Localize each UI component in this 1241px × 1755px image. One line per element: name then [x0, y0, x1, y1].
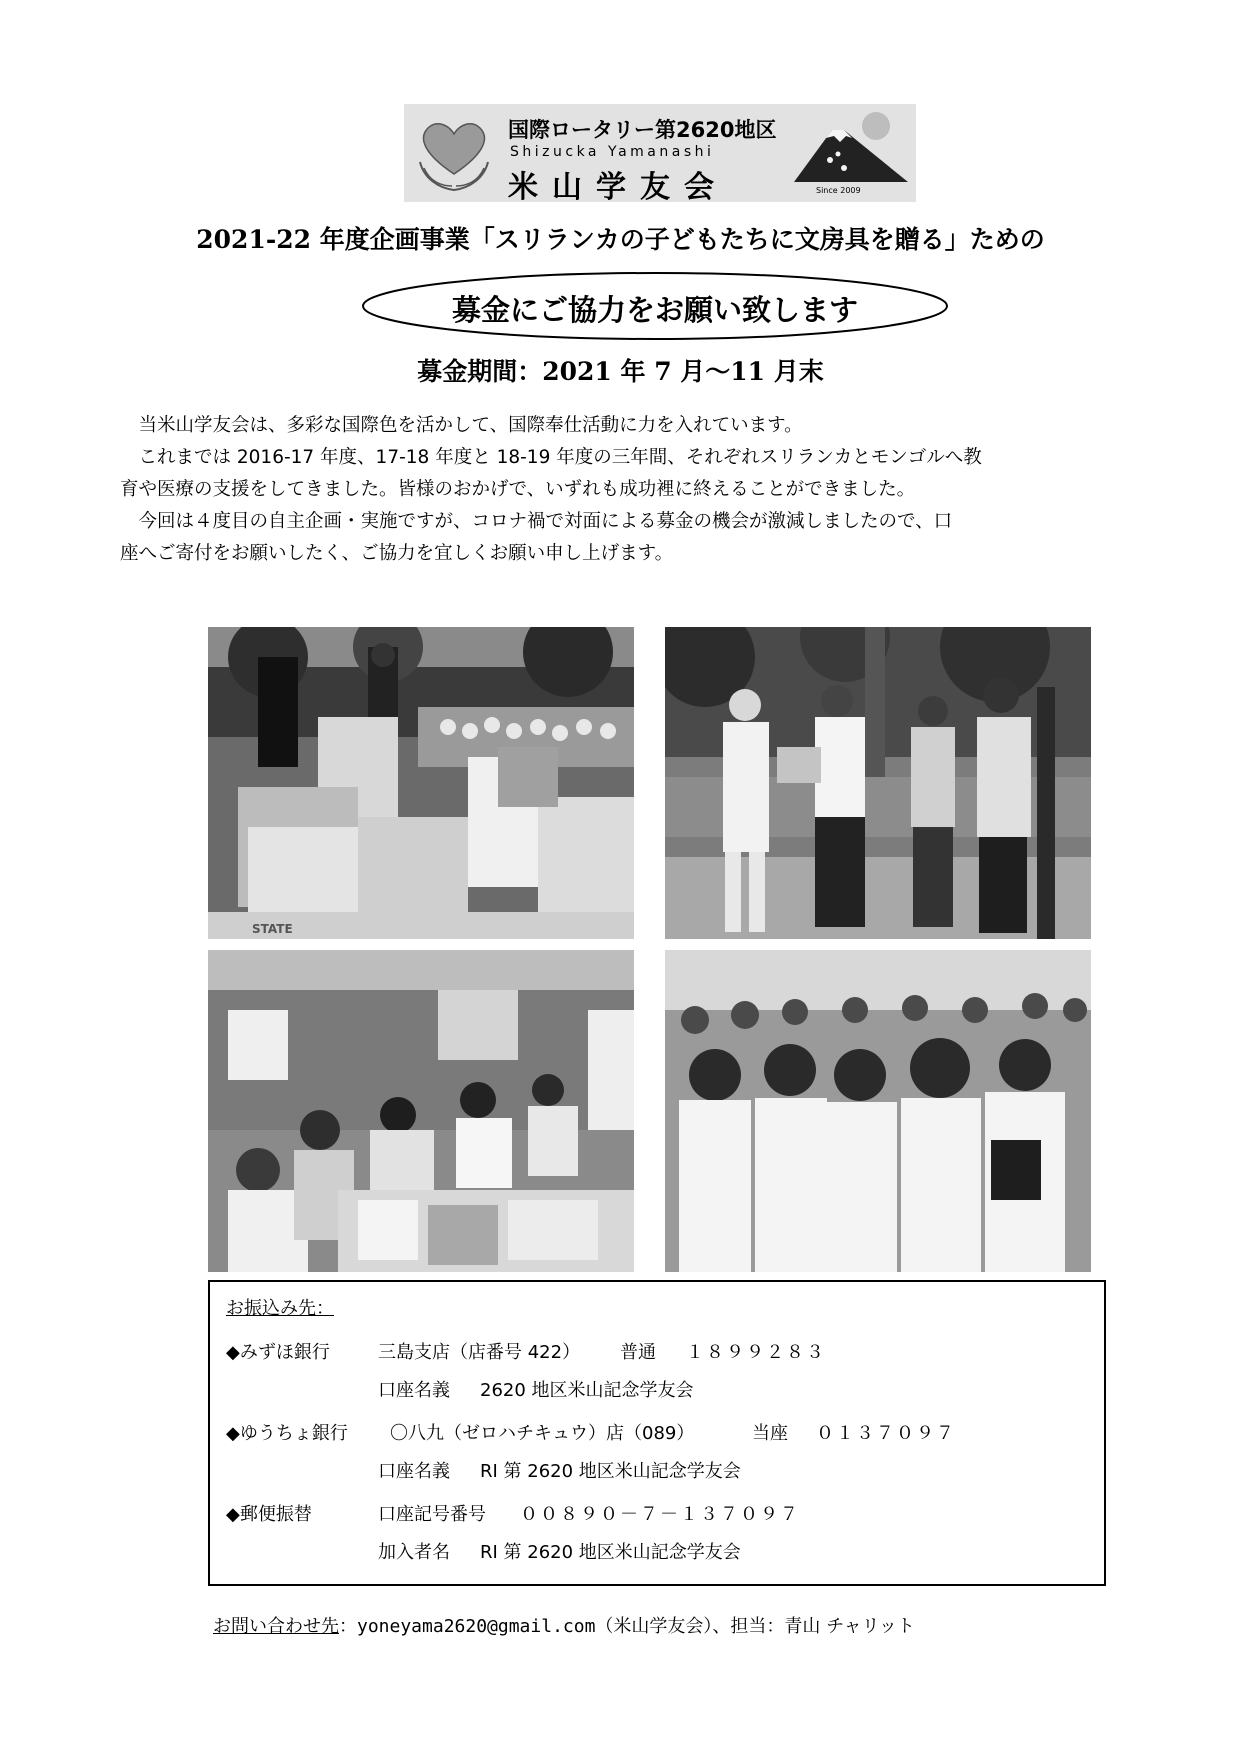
- intro-paragraph-2a: これまでは 2016-17 年度、17-18 年度と 18-19 年度の三年間、それぞれスリランカとモンゴルへ教: [138, 447, 982, 468]
- bank-transfer-box: [208, 1280, 1106, 1586]
- photo-schoolchildren: [665, 950, 1091, 1272]
- logo-club-name: 米山学友会: [508, 170, 728, 205]
- mizuho-account-type: 普通: [620, 1342, 656, 1363]
- postal-holder: RI 第 2620 地区米山記念学友会: [480, 1542, 741, 1563]
- club-logo: [404, 104, 916, 205]
- postal-account-code: ００８９０－７－１３７０９７: [520, 1504, 800, 1525]
- yucho-holder-label: 口座名義: [378, 1461, 450, 1482]
- mizuho-holder-label: 口座名義: [378, 1380, 450, 1401]
- photo-sorting-books: [208, 950, 634, 1272]
- yucho-bank-name: ◆ゆうちょ銀行: [226, 1423, 348, 1444]
- mizuho-holder: 2620 地区米山記念学友会: [480, 1380, 694, 1401]
- postal-transfer-name: ◆郵便振替: [226, 1504, 312, 1525]
- yucho-branch: 〇八九（ゼロハチキュウ）店（089）: [390, 1423, 695, 1444]
- contact-label: お問い合わせ先: [213, 1616, 339, 1637]
- heart-hands-icon: [414, 112, 494, 198]
- yucho-account-type: 当座: [752, 1423, 788, 1444]
- mount-fuji-icon: [792, 110, 910, 190]
- fundraising-period: 募金期間：2021 年 7 月～11 月末: [417, 357, 824, 386]
- postal-code-label: 口座記号番号: [378, 1504, 486, 1525]
- intro-paragraph-1: 当米山学友会は、多彩な国際色を活かして、国際奉仕活動に力を入れています。: [138, 415, 803, 436]
- yucho-account-number: ０１３７０９７: [816, 1423, 956, 1444]
- intro-paragraph-3b: 座へご寄付をお願いしたく、ご協力を宜しくお願い申し上げます。: [120, 543, 674, 564]
- logo-roman-name: Shizucka Yamanashi: [510, 144, 715, 160]
- intro-text: [120, 410, 1130, 570]
- bank-box-header: お振込み先：: [226, 1298, 334, 1319]
- mizuho-account-number: １８９９２８３: [686, 1342, 826, 1363]
- intro-paragraph-3a: 今回は４度目の自主企画・実施ですが、コロナ禍で対面による募金の機会が激減しましたので、口: [138, 511, 953, 532]
- photo-donation-ceremony: [665, 627, 1091, 939]
- postal-holder-label: 加入者名: [378, 1542, 450, 1563]
- mizuho-bank-name: ◆みずほ銀行: [226, 1342, 330, 1363]
- intro-paragraph-2b: 育や医療の支援をしてきました。皆様のおかげで、いずれも成功裡に終えることができました。: [120, 479, 916, 500]
- appeal-heading: 募金にご協力をお願い致します: [451, 293, 858, 327]
- logo-org-name: 国際ロータリー第2620地区: [508, 118, 777, 142]
- contact-line: [213, 1612, 915, 1638]
- photo-box-label: STATE: [252, 922, 293, 936]
- project-title: 2021-22 年度企画事業「スリランカの子どもたちに文房具を贈る」ための: [196, 225, 1045, 254]
- photo-supplies-boxes: [208, 627, 634, 939]
- contact-email[interactable]: yoneyama2620@gmail.com: [357, 1616, 596, 1637]
- logo-since: Since 2009: [816, 186, 861, 195]
- contact-person: （米山学友会）、担当：青山 チャリット: [595, 1616, 915, 1637]
- yucho-holder: RI 第 2620 地区米山記念学友会: [480, 1461, 741, 1482]
- contact-separator: ：: [339, 1616, 357, 1637]
- mizuho-branch: 三島支店（店番号 422）: [378, 1342, 581, 1363]
